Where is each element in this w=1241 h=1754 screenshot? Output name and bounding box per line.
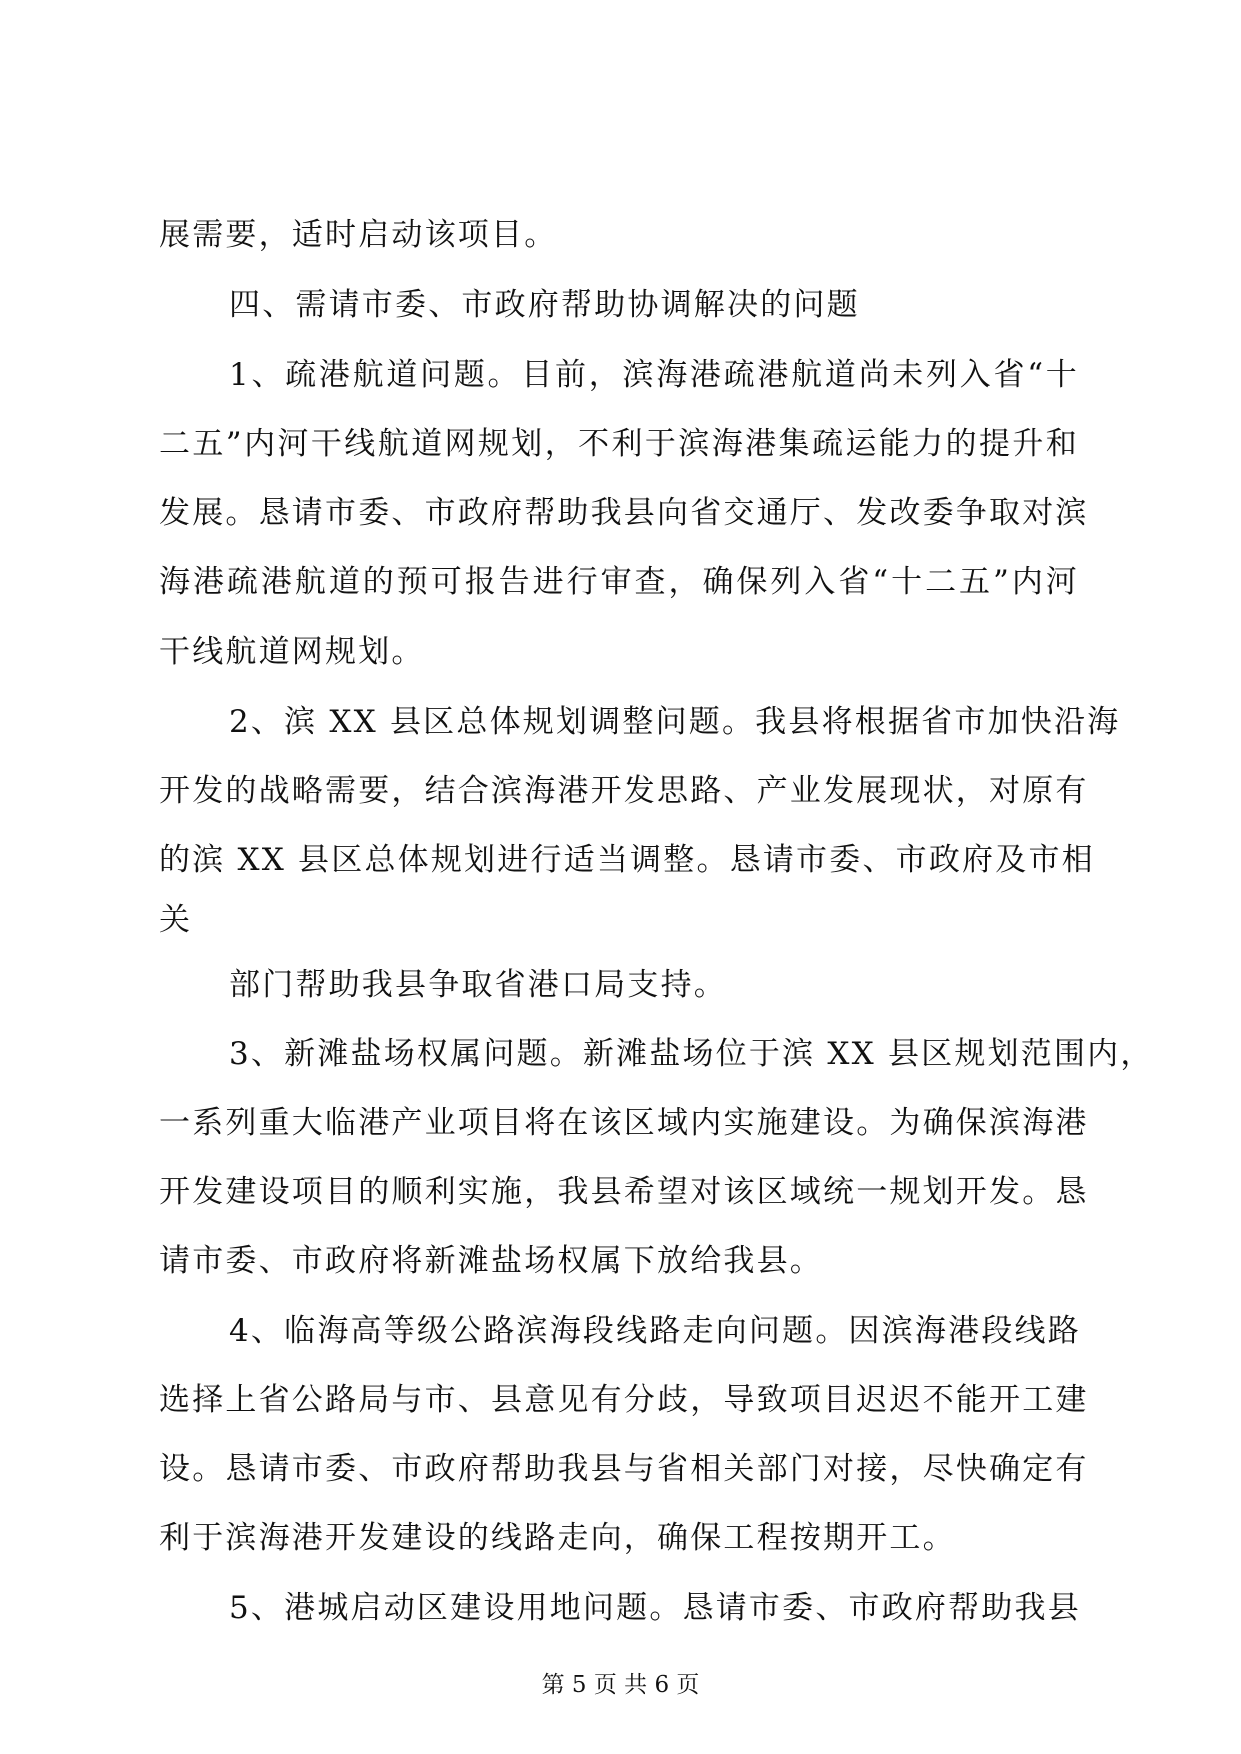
body-line: 展需要，适时启动该项目。 — [159, 217, 558, 253]
body-line: 部门帮助我县争取省港口局支持。 — [229, 967, 727, 1003]
body-line: 请市委、市政府将新滩盐场权属下放给我县。 — [159, 1243, 823, 1279]
body-line: 1、疏港航道问题。目前，滨海港疏港航道尚未列入省“十 — [229, 357, 1079, 393]
section-heading: 四、需请市委、市政府帮助协调解决的问题 — [229, 287, 860, 323]
body-line: 5、港城启动区建设用地问题。恳请市委、市政府帮助我县 — [229, 1590, 1081, 1626]
body-line: 海港疏港航道的预可报告进行审查，确保列入省“十二五”内河 — [159, 564, 1079, 600]
body-line: 关 — [159, 902, 193, 938]
body-line: 4、临海高等级公路滨海段线路走向问题。因滨海港段线路 — [229, 1313, 1081, 1349]
body-line: 一系列重大临港产业项目将在该区域内实施建设。为确保滨海港 — [159, 1105, 1089, 1141]
body-line: 利于滨海港开发建设的线路走向，确保工程按期开工。 — [159, 1520, 956, 1556]
body-line: 发展。恳请市委、市政府帮助我县向省交通厅、发改委争取对滨 — [159, 495, 1089, 531]
body-line: 的滨 XX 县区总体规划进行适当调整。恳请市委、市政府及市相 — [159, 842, 1095, 878]
body-line: 3、新滩盐场权属问题。新滩盐场位于滨 XX 县区规划范围内， — [229, 1036, 1154, 1072]
body-line: 选择上省公路局与市、县意见有分歧，导致项目迟迟不能开工建 — [159, 1382, 1089, 1418]
body-line: 干线航道网规划。 — [159, 634, 425, 670]
body-line: 2、滨 XX 县区总体规划调整问题。我县将根据省市加快沿海 — [229, 704, 1121, 740]
body-line: 设。恳请市委、市政府帮助我县与省相关部门对接，尽快确定有 — [159, 1451, 1089, 1487]
body-line: 开发的战略需要，结合滨海港开发思路、产业发展现状，对原有 — [159, 773, 1089, 809]
body-line: 二五”内河干线航道网规划，不利于滨海港集疏运能力的提升和 — [159, 426, 1079, 462]
body-line: 开发建设项目的顺利实施，我县希望对该区域统一规划开发。恳 — [159, 1174, 1089, 1210]
page-number-footer: 第 5 页 共 6 页 — [541, 1672, 700, 1698]
